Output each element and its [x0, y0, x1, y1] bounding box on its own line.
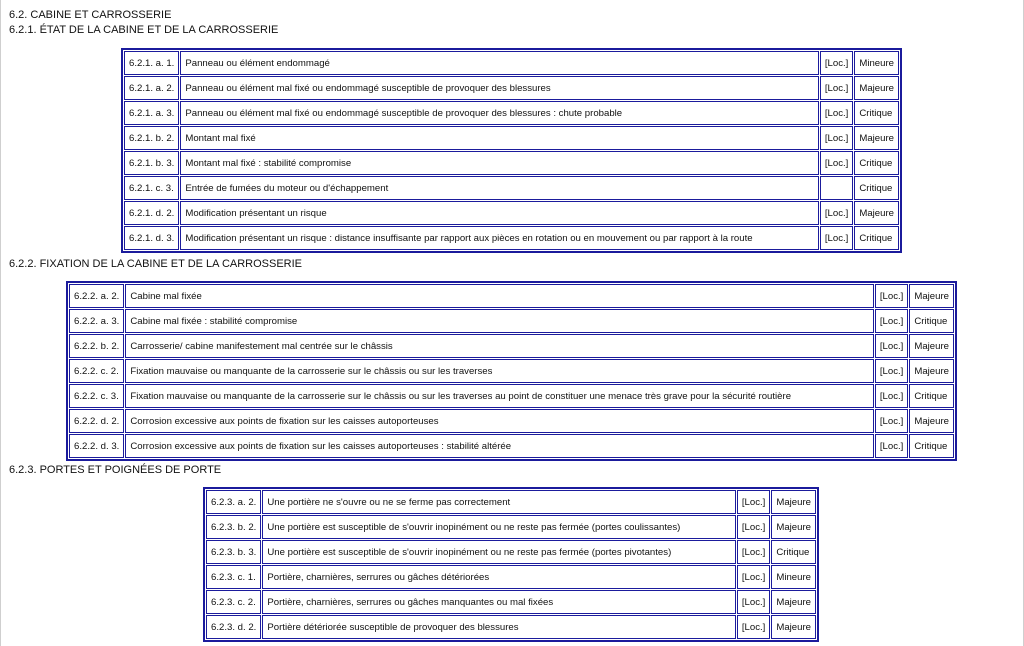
table-row: [69, 309, 954, 333]
description-cell: Une portière est susceptible de s'ouvrir inopinément ou ne reste pas fermée (portes pivotantes): [262, 540, 736, 564]
severity-cell: Critique: [854, 101, 899, 125]
description-cell: Carrosserie/ cabine manifestement mal centrée sur le châssis: [125, 334, 874, 358]
table-row: [124, 176, 899, 200]
loc-cell: [Loc.]: [875, 434, 908, 458]
description-cell: Panneau ou élément mal fixé ou endommagé susceptible de provoquer des blessures: [180, 76, 819, 100]
ref-cell: 6.2.2. d. 2.: [69, 409, 124, 433]
severity-cell: Critique: [771, 540, 816, 564]
ref-cell: 6.2.1. b. 2.: [124, 126, 179, 150]
table-row: [206, 540, 816, 564]
table-row: [124, 126, 899, 150]
description-cell: Montant mal fixé: [180, 126, 819, 150]
ref-cell: 6.2.2. c. 2.: [69, 359, 124, 383]
description-cell: Une portière ne s'ouvre ou ne se ferme pas correctement: [262, 490, 736, 514]
severity-cell: Critique: [909, 384, 954, 408]
loc-cell: [Loc.]: [737, 565, 770, 589]
ref-cell: 6.2.1. a. 2.: [124, 76, 179, 100]
description-cell: Une portière est susceptible de s'ouvrir inopinément ou ne reste pas fermée (portes coulissantes): [262, 515, 736, 539]
table-6-2-3: [203, 487, 819, 642]
description-cell: Portière détériorée susceptible de provoquer des blessures: [262, 615, 736, 639]
table-6-2-2: [66, 281, 957, 461]
loc-cell: [Loc.]: [820, 126, 853, 150]
loc-cell: [Loc.]: [820, 201, 853, 225]
ref-cell: 6.2.2. b. 2.: [69, 334, 124, 358]
severity-cell: Majeure: [771, 515, 816, 539]
severity-cell: Majeure: [909, 334, 954, 358]
loc-cell: [Loc.]: [737, 540, 770, 564]
table-row: [124, 51, 899, 75]
description-cell: Cabine mal fixée : stabilité compromise: [125, 309, 874, 333]
subsection-title-6-2-2: 6.2.2. FIXATION DE LA CABINE ET DE LA CARROSSERIE: [9, 258, 303, 270]
table-row: [124, 226, 899, 250]
ref-cell: 6.2.3. b. 2.: [206, 515, 261, 539]
table-row: [124, 201, 899, 225]
loc-cell: [Loc.]: [820, 51, 853, 75]
severity-cell: Majeure: [771, 615, 816, 639]
table-row: [206, 565, 816, 589]
loc-cell: [Loc.]: [737, 590, 770, 614]
description-cell: Corrosion excessive aux points de fixation sur les caisses autoporteuses: [125, 409, 874, 433]
loc-cell: [Loc.]: [875, 409, 908, 433]
ref-cell: 6.2.3. d. 2.: [206, 615, 261, 639]
ref-cell: 6.2.2. a. 3.: [69, 309, 124, 333]
severity-cell: Critique: [854, 176, 899, 200]
severity-cell: Majeure: [909, 284, 954, 308]
ref-cell: 6.2.3. c. 2.: [206, 590, 261, 614]
severity-cell: Majeure: [909, 409, 954, 433]
ref-cell: 6.2.1. c. 3.: [124, 176, 179, 200]
loc-cell: [Loc.]: [737, 490, 770, 514]
loc-cell: [Loc.]: [875, 359, 908, 383]
severity-cell: Majeure: [854, 201, 899, 225]
description-cell: Fixation mauvaise ou manquante de la carrosserie sur le châssis ou sur les traverses au point de constituer une menace très grave pour la sécurité routière: [125, 384, 874, 408]
description-cell: Panneau ou élément mal fixé ou endommagé susceptible de provoquer des blessures : chute probable: [180, 101, 819, 125]
description-cell: Panneau ou élément endommagé: [180, 51, 819, 75]
ref-cell: 6.2.2. a. 2.: [69, 284, 124, 308]
severity-cell: Majeure: [771, 590, 816, 614]
severity-cell: Majeure: [771, 490, 816, 514]
ref-cell: 6.2.3. a. 2.: [206, 490, 261, 514]
loc-cell: [Loc.]: [820, 76, 853, 100]
description-cell: Montant mal fixé : stabilité compromise: [180, 151, 819, 175]
severity-cell: Critique: [854, 151, 899, 175]
description-cell: Portière, charnières, serrures ou gâches manquantes ou mal fixées: [262, 590, 736, 614]
severity-cell: Critique: [909, 434, 954, 458]
severity-cell: Critique: [909, 309, 954, 333]
table-row: [69, 434, 954, 458]
section-title: 6.2. CABINE ET CARROSSERIE: [9, 9, 172, 21]
severity-cell: Critique: [854, 226, 899, 250]
table-row: [69, 409, 954, 433]
loc-cell: [Loc.]: [737, 515, 770, 539]
subsection-title-6-2-3: 6.2.3. PORTES ET POIGNÉES DE PORTE: [9, 464, 222, 476]
table-row: [124, 151, 899, 175]
description-cell: Portière, charnières, serrures ou gâches détériorées: [262, 565, 736, 589]
table-row: [69, 359, 954, 383]
loc-cell: [Loc.]: [820, 101, 853, 125]
loc-cell: [Loc.]: [820, 151, 853, 175]
ref-cell: 6.2.3. c. 1.: [206, 565, 261, 589]
table-row: [206, 490, 816, 514]
description-cell: Modification présentant un risque : distance insuffisante par rapport aux pièces en rotation ou en mouvement ou par rapport à la route: [180, 226, 819, 250]
loc-cell: [Loc.]: [820, 226, 853, 250]
description-cell: Cabine mal fixée: [125, 284, 874, 308]
ref-cell: 6.2.1. a. 1.: [124, 51, 179, 75]
ref-cell: 6.2.1. b. 3.: [124, 151, 179, 175]
ref-cell: 6.2.2. c. 3.: [69, 384, 124, 408]
table-row: [206, 590, 816, 614]
loc-cell: [Loc.]: [737, 615, 770, 639]
table-row: [69, 334, 954, 358]
ref-cell: 6.2.1. d. 2.: [124, 201, 179, 225]
table-6-2-1: [121, 48, 902, 253]
description-cell: Fixation mauvaise ou manquante de la carrosserie sur le châssis ou sur les traverses: [125, 359, 874, 383]
description-cell: Entrée de fumées du moteur ou d'échappement: [180, 176, 819, 200]
subsection-title-6-2-1: 6.2.1. ÉTAT DE LA CABINE ET DE LA CARROSSERIE: [9, 24, 279, 36]
table-row: [124, 76, 899, 100]
table-row: [206, 515, 816, 539]
severity-cell: Mineure: [771, 565, 816, 589]
loc-cell: [820, 176, 853, 200]
ref-cell: 6.2.1. d. 3.: [124, 226, 179, 250]
table-row: [69, 284, 954, 308]
description-cell: Modification présentant un risque: [180, 201, 819, 225]
severity-cell: Majeure: [854, 126, 899, 150]
table-row: [124, 101, 899, 125]
ref-cell: 6.2.1. a. 3.: [124, 101, 179, 125]
page-border-left: [0, 0, 1, 646]
ref-cell: 6.2.2. d. 3.: [69, 434, 124, 458]
loc-cell: [Loc.]: [875, 309, 908, 333]
table-row: [206, 615, 816, 639]
ref-cell: 6.2.3. b. 3.: [206, 540, 261, 564]
loc-cell: [Loc.]: [875, 284, 908, 308]
description-cell: Corrosion excessive aux points de fixation sur les caisses autoporteuses : stabilité altérée: [125, 434, 874, 458]
loc-cell: [Loc.]: [875, 334, 908, 358]
table-row: [69, 384, 954, 408]
severity-cell: Majeure: [909, 359, 954, 383]
severity-cell: Mineure: [854, 51, 899, 75]
severity-cell: Majeure: [854, 76, 899, 100]
loc-cell: [Loc.]: [875, 384, 908, 408]
